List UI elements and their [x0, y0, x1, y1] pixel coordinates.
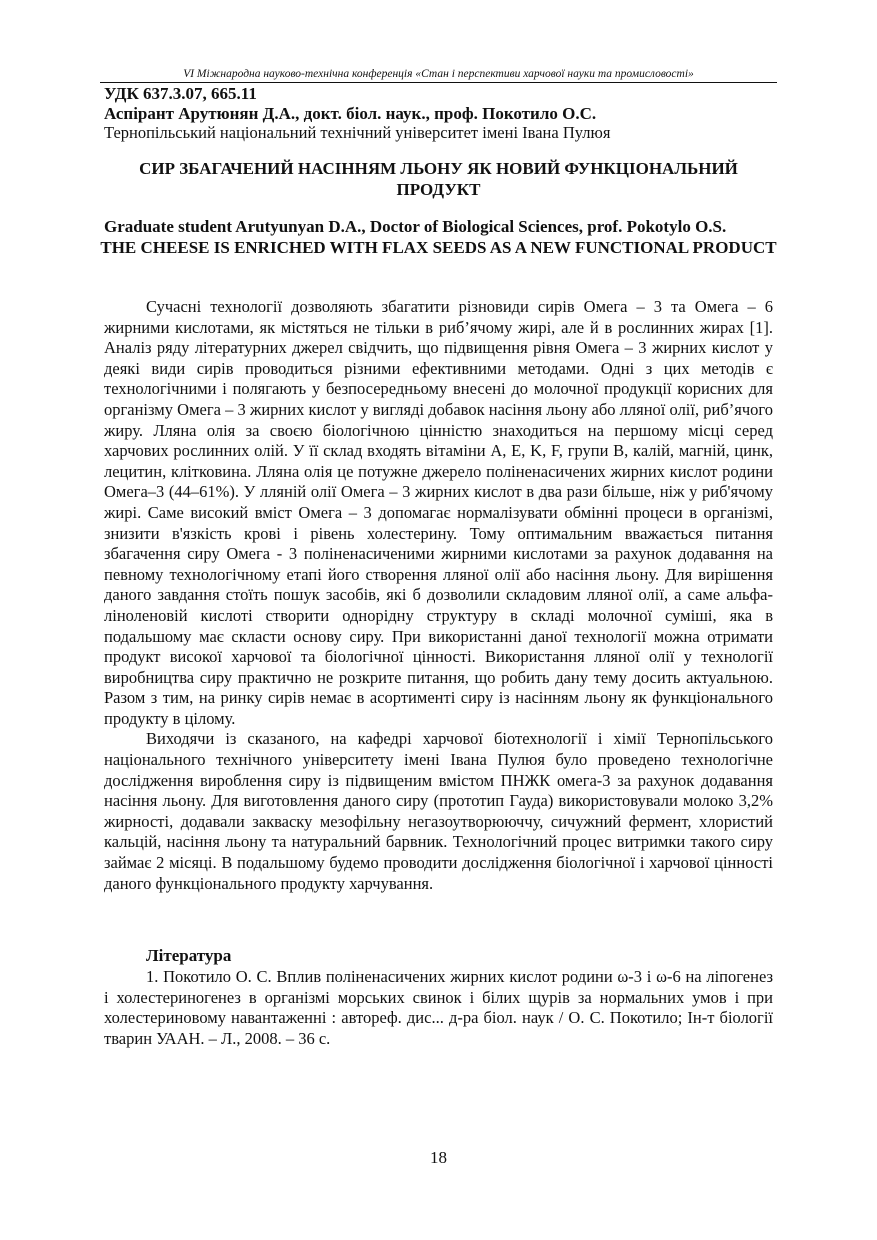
title-ukrainian: СИР ЗБАГАЧЕНИЙ НАСІННЯМ ЛЬОНУ ЯК НОВИЙ ФУНКЦІОНАЛЬНИЙ ПРОДУКТ: [139, 159, 738, 199]
reference-item: 1. Покотило О. С. Вплив поліненасичених жирних кислот родини ω-3 і ω-6 на ліпогенез і холестериногенез в організмі морських свинок і білих щурів за нормальних умов і при холестериновому навантаженні : автореф. дис... д-ра біол. наук / О. С. Покотило; Ін-т біології тварин УААН. – Л., 2008. – 36 с.: [104, 967, 773, 1048]
english-header: [100, 217, 777, 258]
running-header: VI Міжнародна науково-технічна конференція «Стан і перспективи харчової науки та промисловості»: [100, 67, 777, 83]
paragraph: Сучасні технології дозволяють збагатити різновиди сирів Омега – 3 та Омега – 6 жирними кислотами, як містяться не тільки в риб’ячому жирі, але й в рослинних жирах [1]. Аналіз ряду літературних джерел свідчить, що підвищення рівня Омега – 3 жирних кислот у деякі види сирів проводиться різними ефективними методами. Одні з цих методів є технологічними і полягають у безпосередньому внесені до молочної продукції корисних для організму Омега – 3 жирних кислот у вигляді добавок насіння льону або лляної олії, риб’ячого жиру. Лляна олія за своєю біологічною цінністю знаходиться на першому місці серед харчових рослинних олій. У її склад входять вітаміни A, E, K, F, групи B, калій, магній, цинк, лецитин, клітковина. Лляна олія це потужне джерело поліненасичених жирних кислот родини Омега–3 (44–61%). У лляній олії Омега – 3 жирних кислот в два рази більше, ніж у риб'ячому жирі. Саме високий вміст Омега – 3 допомагає нормалізувати обмінні процеси в організмі, знизити в'язкість крові і рівень холестерину. Тому оптимальним вважається питання збагачення сиру Омега - 3 поліненасиченими жирними кислотами за рахунок додавання на певному технологічному етапі його створення лляної олії або насіння льону. Для вирішення даного завдання стоїть пошук засобів, які б дозволили складовим лляної олії, а саме альфа-ліноленовій кислоті створити однорідну структуру в складі молочної суміші, яка в подальшому має скласти основу сиру. При використанні даної технології можна отримати продукт високої харчової та біологічної цінності. Використання лляної олії у технології виробництва сиру практично не розкрите питання, що робить дану тему досить актуальною. Разом з тим, на ринку сирів немає в асортименті сиру із насінням льону як функціонального продукту в цілому.: [104, 297, 773, 728]
reference-list: [104, 967, 773, 1049]
body-text: [104, 297, 773, 894]
udc-code: УДК 637.3.07, 665.11: [104, 84, 257, 103]
authors-ua: Аспірант Арутюнян Д.А., докт. біол. наук., проф. Покотило О.С.: [104, 104, 597, 123]
literature-heading: Література: [146, 946, 232, 965]
authors-en: Graduate student Arutyunyan D.A., Doctor of Biological Sciences, prof. Pokotylo O.S.: [104, 217, 727, 236]
title-english: THE CHEESE IS ENRICHED WITH FLAX SEEDS AS A NEW FUNCTIONAL PRODUCT: [100, 237, 777, 257]
affiliation: Тернопільський національний технічний університет імені Івана Пулюя: [104, 123, 611, 142]
page-number: 18: [430, 1148, 447, 1167]
paragraph: Виходячи із сказаного, на кафедрі харчової біотехнології і хімії Тернопільського національного технічного університету імені Івана Пулюя було проведено технологічне дослідження вироблення сиру із підвищеним вмістом ПНЖК омега-3 за рахунок додавання насіння льону. Для виготовлення даного сиру (прототип Гауда) використовували молоко 3,2% жирності, додавали закваску мезофільну негазоутворююччу, сичужний фермент, хлористий кальцій, насіння льону та натуральний барвник. Технологічний процес витримки такого сиру займає 2 місяці. В подальшому будемо проводити дослідження біологічної і харчової цінності даного функціонального продукту харчування.: [104, 729, 773, 893]
